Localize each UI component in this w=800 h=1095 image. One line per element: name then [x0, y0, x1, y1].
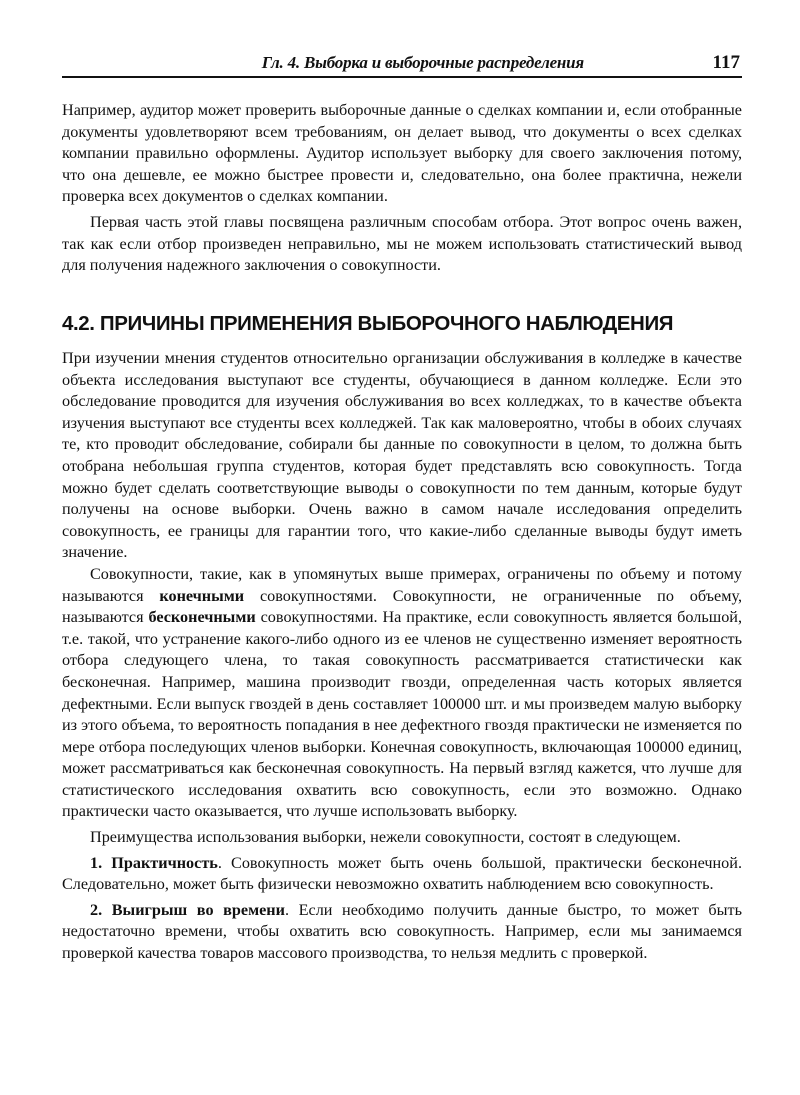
item-text-practicality: . Совокупность может быть очень большой, практически бесконечной. Следовательно, может быть физически невозможно охватить наблюдением всю совокупность. [62, 853, 742, 894]
page-number: 117 [712, 52, 740, 73]
item-title-time-gain: 2. Выигрыш во времени [90, 900, 285, 919]
section-body [62, 348, 742, 965]
list-item-time-gain [62, 900, 742, 965]
paragraph-auditor-example: Например, аудитор может проверить выборочные данные о сделках компании и, если отобранные документы удовлетворяют всем требованиям, он делает вывод, что документы о всех сделках компании правильно оформлены. Аудитор использует выборку для своего заключения потому, что она дешевле, ее можно быстрее провести и, следовательно, она более практична, нежели проверка всех документов о сделках компании. [62, 101, 742, 206]
item-text-time-gain: . Если необходимо получить данные быстро, то может быть недостаточно времени, чтобы охватить всю совокупность. Например, если мы занимаемся проверкой качества товаров массового производства, то нельзя медлить с проверкой. [62, 900, 742, 963]
text-fragment: Совокупности, такие, как в упомянутых выше примерах, ограничены по объему и потому называются [62, 564, 742, 605]
section-heading: 4.2. ПРИЧИНЫ ПРИМЕНЕНИЯ ВЫБОРОЧНОГО НАБЛЮДЕНИЯ [62, 312, 674, 335]
running-header [62, 50, 742, 78]
paragraph-college-survey: При изучении мнения студентов относительно организации обслуживания в колледже в качестве объекта исследования выступают все студенты, обучающиеся в данном колледже. Если это обследование проводится для изучения обслуживания во всех колледжах, то в качестве объекта изучения выступают все студенты всех колледжей. Так как маловероятно, чтобы в обоих случаях те, кто проводит обследование, собирали бы данные по совокупности в целом, то должна быть отобрана небольшая группа студентов, которая будет представлять всю совокупность. Тогда можно будет сделать соответствующие выводы о совокупности по тем данным, которые будут получены на основе выборки. Очень важно в самом начале исследования определить совокупность, ее границы для гарантии того, что какие-либо сделанные выводы будут иметь значение. [62, 349, 742, 562]
text-fragment: совокупностями. На практике, если совокупность является большой, т.е. такой, что устранение какого-либо одного из ее членов не существенно изменяет вероятность отбора следующего члена, то такая совокупность рассматривается статистически как бесконечная. Например, машина производит гвозди, определенная часть которых является дефектными. Если выпуск гвоздей в день составляет 100000 шт. и мы произведем малую выборку из этого объема, то вероятность попадания в нее дефектного гвоздя практически не изменяется по мере отбора последующих членов выборки. Конечная совокупность, включающая 100000 единиц, может рассматриваться как бесконечная совокупность. На первый взгляд кажется, что лучше для статистического исследования охватить всю совокупность, если это возможно. Однако практически часто оказывается, что лучше использовать выборку. [62, 608, 743, 821]
term-infinite: бесконечными [148, 608, 256, 627]
list-item-practicality [62, 853, 742, 896]
term-finite: конечными [159, 586, 245, 605]
paragraph-finite-infinite [62, 564, 742, 823]
text-fragment: совокупностями. Совокупности, не ограниченные по объему, называются [62, 586, 742, 627]
paragraph-advantages-intro: Преимущества использования выборки, нежели совокупности, состоят в следующем. [90, 828, 681, 847]
item-title-practicality: 1. Практичность [90, 853, 218, 872]
chapter-title: Гл. 4. Выборка и выборочные распределения [261, 53, 584, 72]
paragraph-chapter-overview: Первая часть этой главы посвящена различным способам отбора. Этот вопрос очень важен, так как если отбор произведен неправильно, мы не можем использовать статистический вывод для получения надежного заключения о совокупности. [62, 212, 742, 275]
intro-text [62, 100, 742, 277]
